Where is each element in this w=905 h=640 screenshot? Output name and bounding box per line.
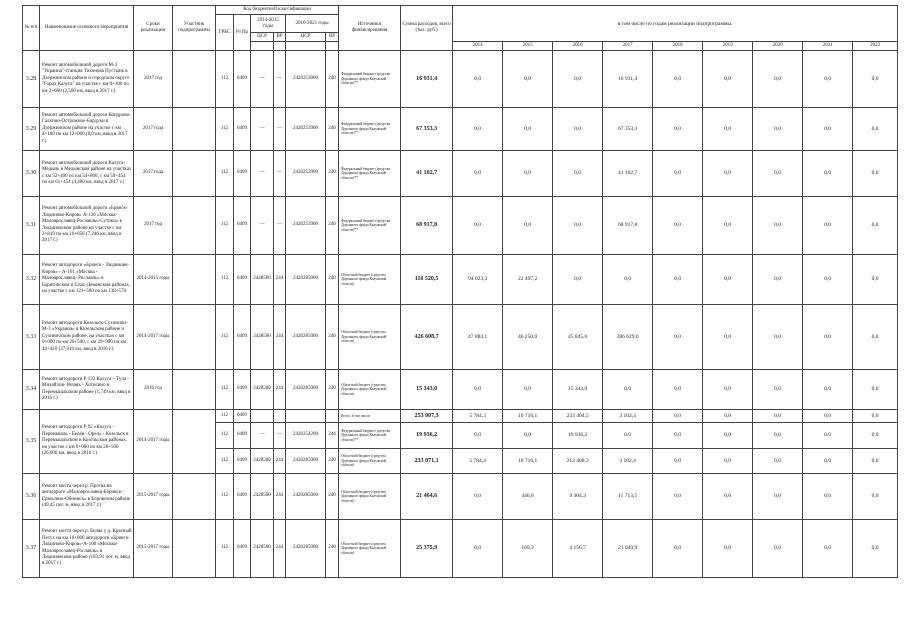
row-rzpr: 0409: [234, 51, 251, 108]
row-participant: [173, 520, 216, 578]
row-year-value: 0,0: [803, 449, 853, 474]
row-csr-1: 2428500: [251, 520, 274, 578]
row-period: 2017 года: [134, 108, 173, 151]
row-year-value: 45 845,6: [553, 305, 603, 370]
table-row: [23, 151, 898, 197]
row-participant: [173, 51, 216, 108]
row-source: Федеральный бюджет (средства Дорожного фонда Калужской области)**: [339, 423, 401, 449]
header-year: 2018: [653, 42, 703, 51]
row-year-value: 0,0: [803, 370, 853, 410]
row-vr-2: 240: [326, 255, 339, 305]
row-year-value: 0,0: [453, 151, 503, 197]
row-csr-1: —: [251, 197, 274, 255]
row-year-value: 0,0: [703, 520, 753, 578]
row-name: Ремонт автодороги «Брянск - Людиново- Киров» - А-101 «Москва - Малоярославец- Рославль» в Барятинском и Спас-Деменском районах, на участке с км 121+500 по км 138+570: [40, 255, 134, 305]
row-period: 2016 год: [134, 370, 173, 410]
row-source: Областной бюджет (средства Дорожного фонда Калужской области): [339, 474, 401, 520]
row-total: 21 464,6: [401, 474, 453, 520]
row-period: 2015-2017 годы: [134, 520, 173, 578]
row-year-value: 11 713,5: [603, 474, 653, 520]
row-year-value: 10 716,1: [503, 449, 553, 474]
row-year-value: 0,0: [503, 51, 553, 108]
row-grbs: 112: [216, 474, 234, 520]
row-year-value: 0,0: [703, 305, 753, 370]
row-total: 41 102,7: [401, 151, 453, 197]
row-year-value: 15 343,0: [553, 370, 603, 410]
row-year-value: 22 497,2: [503, 255, 553, 305]
row-year-value: 0,0: [753, 410, 803, 423]
row-vr-1: 244: [274, 449, 286, 474]
header-vr-2: ВР: [326, 33, 339, 42]
row-year-value: 0,0: [503, 423, 553, 449]
row-year-value: 0,0: [803, 520, 853, 578]
row-participant: [173, 370, 216, 410]
row-year-value: 21 049,9: [603, 520, 653, 578]
row-grbs: 112: [216, 305, 234, 370]
row-year-value: 0,0: [853, 51, 898, 108]
row-year-value: 0,0: [853, 370, 898, 410]
row-csr-1: —: [251, 151, 274, 197]
row-year-value: 0,0: [453, 520, 503, 578]
row-year-value: 0,0: [753, 151, 803, 197]
table-header: [23, 6, 898, 51]
row-year-value: 233 404,5: [553, 410, 603, 423]
row-year-value: 0,0: [603, 370, 653, 410]
row-source: Областной бюджет (средства Дорожного фонда Калужской области): [339, 520, 401, 578]
row-rzpr: 0409: [234, 108, 251, 151]
row-source: Областной бюджет (средства Дорожного фонда Калужской области): [339, 305, 401, 370]
row-year-value: 5 784,3: [453, 449, 503, 474]
row-year-value: 0,0: [803, 474, 853, 520]
header-year: 2017: [603, 42, 653, 51]
header-csr-2: ЦСР: [286, 33, 326, 42]
row-vr-2: 240: [326, 108, 339, 151]
row-year-value: 0,0: [453, 108, 503, 151]
row-rzpr: 0409: [234, 474, 251, 520]
row-vr-1: 244: [274, 474, 286, 520]
row-year-value: 0,0: [703, 255, 753, 305]
row-csr-1: 2428500: [251, 305, 274, 370]
row-source: Федеральный бюджет (средства Дорожного фонда Калужской области)**: [339, 151, 401, 197]
row-name: Ремонт автодороги Р 132 Калуга – Тула – Михайлов- Рязань - Хотисино в Перемышльском районе (1,749 км, ввод в 2016 г.): [40, 370, 134, 410]
row-participant: [173, 410, 216, 474]
row-source: Областной бюджет (средства Дорожного фонда Калужской области): [339, 370, 401, 410]
row-name: Ремонт автомобильной дороги Калуга-Медынь в Медынском районе на участках с км 52+400 по км 54+800, с км 59+454 по км 61+454 (4,400 км, ввод в 2017 г.): [40, 151, 134, 197]
row-total: 233 071,1: [401, 449, 453, 474]
row-year-value: 94 023,3: [453, 255, 503, 305]
row-year-value: 0,0: [753, 370, 803, 410]
header-period: Сроки реализации: [134, 6, 173, 51]
row-year-value: 10 716,1: [503, 410, 553, 423]
row-csr-2: 2420285000: [286, 474, 326, 520]
row-source: Областной бюджет (средства Дорожного фонда Калужской области): [339, 255, 401, 305]
row-year-value: 0,0: [553, 151, 603, 197]
row-total: 67 353,3: [401, 108, 453, 151]
table-body: [23, 51, 898, 578]
header-year: 2020: [753, 42, 803, 51]
row-year-value: 0,0: [703, 474, 753, 520]
row-vr-2: 240: [326, 449, 339, 474]
row-year-value: 0,0: [653, 520, 703, 578]
row-vr-1: —: [274, 108, 286, 151]
header-sources: Источники финансирования: [339, 6, 401, 51]
row-name: Ремонт автодороги Р 92 «Калуга - Перемышль - Белёв - Орел» - Козельск в Перемышльском и Козельском районах, на участке с км 0+000 по км 26+500 (26,006 км, ввод в 2016 г.): [40, 410, 134, 474]
row-year-value: 0,0: [503, 108, 553, 151]
row-year-value: 0,0: [653, 370, 703, 410]
row-year-value: 0,0: [803, 410, 853, 423]
table-row: [23, 370, 898, 410]
row-year-value: 0,0: [753, 255, 803, 305]
row-grbs: 112: [216, 370, 234, 410]
row-csr-2: 2420254200: [286, 423, 326, 449]
row-number: 3.33: [23, 305, 40, 370]
row-vr-1: [274, 410, 286, 423]
row-year-value: 5 784,3: [453, 410, 503, 423]
row-vr-2: 240: [326, 197, 339, 255]
row-year-value: 68 917,8: [603, 197, 653, 255]
header-year: 2016: [553, 42, 603, 51]
row-total: 25 375,9: [401, 520, 453, 578]
row-grbs: 112: [216, 423, 234, 449]
row-year-value: 0,0: [553, 197, 603, 255]
row-participant: [173, 474, 216, 520]
row-name: Ремонт моста через р. Болва у д. Красный Петух на км 10+000 автодороги «Брянск-Людиново-Киров»-А-108 «Москва-Малоярославец-Рославль» в Людиновском районе (103,91 пог. м, ввод в 2017 г.): [40, 520, 134, 578]
row-year-value: 0,0: [853, 197, 898, 255]
table-row: [23, 520, 898, 578]
table-row: [23, 474, 898, 520]
row-year-value: 16 931,4: [603, 51, 653, 108]
row-year-value: 0,0: [453, 423, 503, 449]
table-row: [23, 51, 898, 108]
row-year-value: 0,0: [703, 197, 753, 255]
row-number: 3.34: [23, 370, 40, 410]
row-year-value: 19 936,2: [553, 423, 603, 449]
row-rzpr: 0409: [234, 197, 251, 255]
row-year-value: 286 629,0: [603, 305, 653, 370]
row-name: Ремонт автодороги Козельск-Сухиничи-М-3 «Украина» в Козельском районе и Сухиничском районе, на участках с км 0+000 по км 26+500, с км 29+900 по км 40+410 (37,010 км, ввод в 2016 г.): [40, 305, 134, 370]
row-year-value: 0,0: [753, 51, 803, 108]
header-year: 2022: [853, 42, 898, 51]
row-csr-2: 2420253900: [286, 151, 326, 197]
row-year-value: 0,0: [753, 197, 803, 255]
header-total: Сумма расходов, всего (тыс. руб.): [401, 6, 453, 51]
row-year-value: 0,0: [553, 51, 603, 108]
row-year-value: 0,0: [803, 423, 853, 449]
row-number: 3.28: [23, 51, 40, 108]
row-year-value: 0,0: [653, 423, 703, 449]
row-rzpr: 0409: [234, 449, 251, 474]
row-csr-1: —: [251, 108, 274, 151]
row-period: 2017 год: [134, 51, 173, 108]
row-year-value: 0,0: [853, 474, 898, 520]
row-vr-1: —: [274, 51, 286, 108]
row-number: 3.37: [23, 520, 40, 578]
header-year: 2021: [803, 42, 853, 51]
row-number: 3.36: [23, 474, 40, 520]
row-vr-1: 244: [274, 520, 286, 578]
header-num: № п/п: [23, 6, 40, 51]
row-grbs: 112: [216, 51, 234, 108]
header-2016-2021: 2016-2021 годы: [286, 15, 339, 33]
row-source: Федеральный бюджет (средства Дорожного фонда Калужской области)**: [339, 108, 401, 151]
row-csr-2: 2420253900: [286, 108, 326, 151]
row-year-value: 213 468,3: [553, 449, 603, 474]
row-year-value: 0,0: [803, 108, 853, 151]
row-year-value: 0,0: [453, 51, 503, 108]
table-row: [23, 255, 898, 305]
row-csr-2: 2420253900: [286, 197, 326, 255]
row-year-value: 46 250,0: [503, 305, 553, 370]
header-participant: Участник подпрограммы: [173, 6, 216, 51]
row-year-value: 446,8: [503, 474, 553, 520]
row-csr-2: [286, 410, 326, 423]
row-year-value: 0,0: [653, 474, 703, 520]
row-csr-1: —: [251, 51, 274, 108]
row-year-value: 0,0: [703, 423, 753, 449]
row-vr-1: 244: [274, 370, 286, 410]
row-period: 2014-2017 годы: [134, 305, 173, 370]
row-year-value: 0,0: [653, 108, 703, 151]
row-csr-1: 2428500: [251, 370, 274, 410]
row-year-value: 0,0: [803, 151, 853, 197]
row-year-value: 0,0: [553, 108, 603, 151]
row-number: 3.32: [23, 255, 40, 305]
row-year-value: 41 102,7: [603, 151, 653, 197]
header-csr-1: ЦСР: [251, 33, 274, 42]
row-year-value: 0,0: [503, 370, 553, 410]
row-year-value: 0,0: [853, 410, 898, 423]
row-year-value: 0,0: [703, 51, 753, 108]
row-vr-2: [326, 410, 339, 423]
row-csr-2: 2420285000: [286, 370, 326, 410]
row-total: 19 936,2: [401, 423, 453, 449]
row-grbs: 112: [216, 520, 234, 578]
row-year-value: 0,0: [453, 370, 503, 410]
row-vr-1: 244: [274, 255, 286, 305]
row-csr-2: 2420285000: [286, 255, 326, 305]
row-vr-2: 240: [326, 520, 339, 578]
row-year-value: 0,0: [853, 305, 898, 370]
row-period: 2017 года: [134, 151, 173, 197]
row-year-value: 0,0: [803, 197, 853, 255]
row-total: 253 007,3: [401, 410, 453, 423]
header-vr-1: ВР: [274, 33, 286, 42]
header-year: 2014: [453, 42, 503, 51]
header-year: 2015: [503, 42, 553, 51]
row-year-value: 0,0: [653, 255, 703, 305]
row-name: Ремонт автомобильной дороги М-3 "Украина"-станция Тихонова Пустынь в Дзержинском районе и городском округе "Город Калуга" на участке с км 0+100 по км 2+600 (2,500 км, ввод в 2017 г.): [40, 51, 134, 108]
row-csr-2: 2420253000: [286, 51, 326, 108]
row-year-value: 0,0: [703, 370, 753, 410]
row-source: Областной бюджет (средства Дорожного фонда Калужской области): [339, 449, 401, 474]
row-year-value: 0,0: [853, 151, 898, 197]
row-csr-2: 2420285000: [286, 520, 326, 578]
row-year-value: 169,3: [503, 520, 553, 578]
row-year-value: 3 102,4: [603, 410, 653, 423]
table-row: [23, 197, 898, 255]
row-number: 3.30: [23, 151, 40, 197]
header-2014-2015: 2014-2015 годы: [251, 15, 286, 33]
row-vr-1: —: [274, 197, 286, 255]
row-number: 3.29: [23, 108, 40, 151]
row-csr-1: 2428500: [251, 449, 274, 474]
row-total: 68 917,8: [401, 197, 453, 255]
header-year: 2019: [703, 42, 753, 51]
row-participant: [173, 305, 216, 370]
row-participant: [173, 197, 216, 255]
table-row: [23, 108, 898, 151]
row-year-value: 0,0: [753, 305, 803, 370]
budget-table: [22, 5, 898, 578]
row-year-value: 0,0: [753, 108, 803, 151]
row-year-value: 0,0: [653, 151, 703, 197]
row-year-value: 0,0: [803, 305, 853, 370]
row-year-value: 0,0: [753, 423, 803, 449]
row-year-value: 0,0: [753, 520, 803, 578]
row-vr-2: 240: [326, 474, 339, 520]
row-period: 2014-2017 годы: [134, 410, 173, 474]
row-csr-2: 2420285000: [286, 449, 326, 474]
row-period: 2015-2017 годы: [134, 474, 173, 520]
row-vr-1: —: [274, 151, 286, 197]
row-total: 16 931,4: [401, 51, 453, 108]
table-row: [23, 410, 898, 423]
row-period: 2014-2015 годы: [134, 255, 173, 305]
row-year-value: 0,0: [453, 474, 503, 520]
row-grbs: 112: [216, 410, 234, 423]
row-year-value: 47 884,1: [453, 305, 503, 370]
budget-table-sheet: [22, 5, 887, 578]
row-year-value: 0,0: [603, 423, 653, 449]
row-vr-2: 240: [326, 305, 339, 370]
row-year-value: 0,0: [603, 255, 653, 305]
row-rzpr: 0409: [234, 520, 251, 578]
row-csr-2: 2420285000: [286, 305, 326, 370]
row-year-value: 4 156,7: [553, 520, 603, 578]
row-csr-1: —: [251, 423, 274, 449]
row-year-value: 0,0: [453, 197, 503, 255]
row-grbs: 112: [216, 108, 234, 151]
row-csr-1: 2428500: [251, 474, 274, 520]
row-vr-2: 240: [326, 370, 339, 410]
row-source: Федеральный бюджет (средства Дорожного фонда Калужской области)**: [339, 197, 401, 255]
row-rzpr: 0409: [234, 305, 251, 370]
row-year-value: 0,0: [703, 108, 753, 151]
row-year-value: 9 304,3: [553, 474, 603, 520]
row-csr-1: 2428500: [251, 255, 274, 305]
row-total: 116 520,5: [401, 255, 453, 305]
row-year-value: 0,0: [753, 449, 803, 474]
row-year-value: 0,0: [703, 151, 753, 197]
row-year-value: 67 353,3: [603, 108, 653, 151]
row-vr-1: —: [274, 423, 286, 449]
row-rzpr: 0409: [234, 370, 251, 410]
header-rzpr: Рз Пр: [234, 15, 251, 51]
row-year-value: 0,0: [553, 255, 603, 305]
row-name: Ремонт моста через р. Протва на автодороге «Малоярославец-Боровск-Ермолино-Обнинск» в Боровском районе (49,45 пог. м, ввод в 2017 г.): [40, 474, 134, 520]
row-participant: [173, 151, 216, 197]
row-grbs: 112: [216, 197, 234, 255]
row-total: 426 608,7: [401, 305, 453, 370]
row-source: Всего, в том числе:: [339, 410, 401, 423]
row-year-value: 0,0: [853, 108, 898, 151]
row-year-value: 0,0: [753, 474, 803, 520]
row-rzpr: 0409: [234, 423, 251, 449]
row-year-value: 0,0: [853, 449, 898, 474]
row-year-value: 0,0: [703, 449, 753, 474]
row-grbs: 112: [216, 449, 234, 474]
row-year-value: 0,0: [653, 197, 703, 255]
row-year-value: 0,0: [653, 51, 703, 108]
row-vr-2: 240: [326, 151, 339, 197]
row-rzpr: 0409: [234, 255, 251, 305]
row-name: Ремонт автомобильной дороги «Брянск-Людиново-Киров» А-130 «Москва-Малоярославец-Рославль»-Сутоки» в Людиновском районе на участке с км 2+810 по км 10+056 (7,246 км, ввод в 2017 г.): [40, 197, 134, 255]
row-year-value: 0,0: [803, 255, 853, 305]
row-year-value: 0,0: [653, 410, 703, 423]
header-by-years: в том числе по годам реализации подпрограммы:: [453, 6, 898, 42]
row-participant: [173, 108, 216, 151]
row-year-value: 0,0: [503, 151, 553, 197]
row-year-value: 0,0: [653, 449, 703, 474]
row-year-value: 0,0: [653, 305, 703, 370]
row-rzpr: 0409: [234, 410, 251, 423]
header-grbs: ГРБС: [216, 15, 234, 51]
row-vr-2: 240: [326, 51, 339, 108]
row-year-value: 0,0: [803, 51, 853, 108]
row-participant: [173, 255, 216, 305]
row-vr-1: 244: [274, 305, 286, 370]
row-number: 3.35: [23, 410, 40, 474]
row-period: 2017 год: [134, 197, 173, 255]
row-year-value: 0,0: [853, 520, 898, 578]
row-grbs: 112: [216, 151, 234, 197]
header-budget-class: Код бюджетной классификации: [216, 6, 339, 15]
row-name: Ремонт автомобильной дороги Кондрово-Галкино-Острожное-Бардуки в Дзержинском районе на участке с км 4+100 по км 12+000 (8,0 км, ввод в 2017 г.): [40, 108, 134, 151]
row-vr-2: 244: [326, 423, 339, 449]
row-number: 3.31: [23, 197, 40, 255]
header-name: Наименование основного мероприятия: [40, 6, 134, 51]
row-year-value: 0,0: [503, 197, 553, 255]
row-year-value: 0,0: [853, 255, 898, 305]
table-row: [23, 305, 898, 370]
row-source: Федеральный бюджет (средства Дорожного фонда Калужской области)**: [339, 51, 401, 108]
row-year-value: 3 102,4: [603, 449, 653, 474]
row-year-value: 0,0: [853, 423, 898, 449]
row-total: 15 343,0: [401, 370, 453, 410]
row-year-value: 0,0: [703, 410, 753, 423]
row-csr-1: [251, 410, 274, 423]
row-grbs: 112: [216, 255, 234, 305]
row-rzpr: 0409: [234, 151, 251, 197]
